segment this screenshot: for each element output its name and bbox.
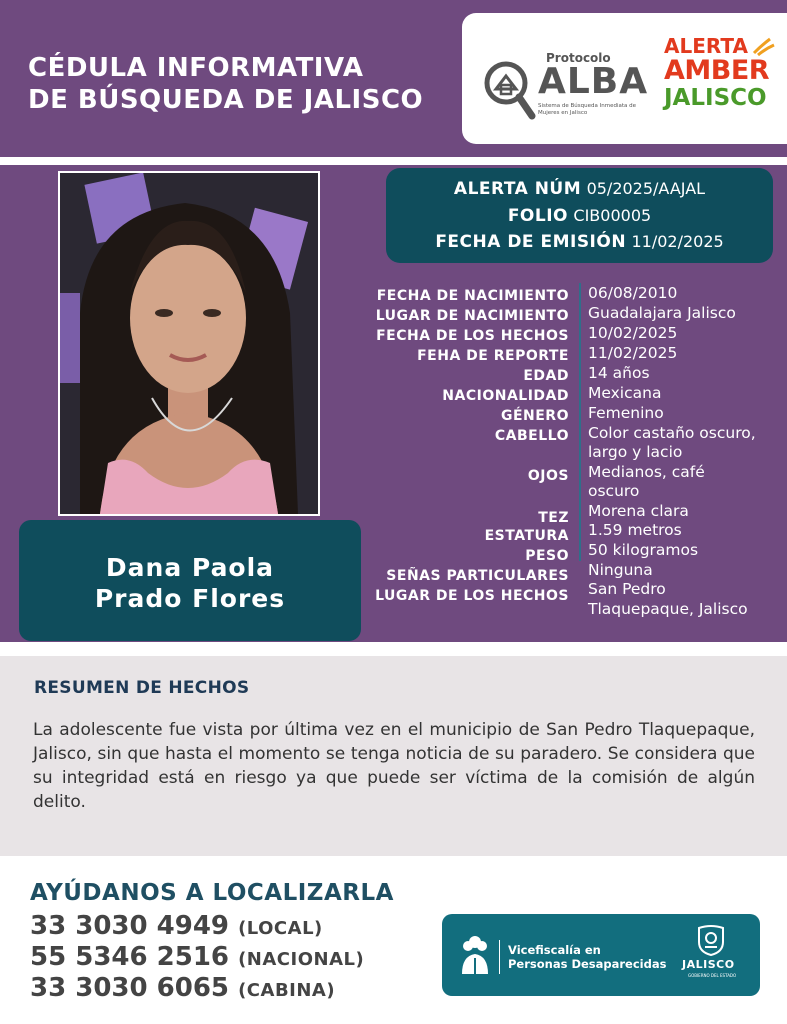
amber-amber: AMBER <box>664 55 770 86</box>
label-hair: CABELLO <box>494 428 569 444</box>
vice-line-2: Personas Desaparecidas <box>508 957 667 971</box>
folio-line <box>386 206 773 226</box>
phone-national-number[interactable]: 55 5346 2516 <box>30 942 230 972</box>
phone-cabina-tag: (CABINA) <box>238 980 336 1001</box>
alba-logo <box>484 51 649 121</box>
header-gap <box>0 157 787 165</box>
alert-number-label: ALERTA NÚM <box>453 179 582 199</box>
vice-text <box>508 943 666 971</box>
phone-local-tag: (LOCAL) <box>238 918 323 939</box>
label-event-place: LUGAR DE LOS HECHOS <box>375 588 569 604</box>
value-marks: Ninguna <box>588 561 653 579</box>
details-divider <box>579 283 581 561</box>
page-title <box>28 52 423 116</box>
alert-panel <box>386 168 773 263</box>
value-report-date: 11/02/2025 <box>588 344 678 362</box>
magnifier-house-icon <box>484 61 536 121</box>
value-birth-place: Guadalajara Jalisco <box>588 304 736 322</box>
alert-number-value: 05/2025/AAJAL <box>586 179 706 198</box>
value-hair-2: largo y lacio <box>588 443 683 461</box>
phone-cabina[interactable] <box>30 973 335 1003</box>
emission-date-label: FECHA DE EMISIÓN <box>435 232 627 252</box>
label-nationality: NACIONALIDAD <box>442 388 569 404</box>
name-line-1: Dana Paola <box>105 553 275 582</box>
emission-date-line <box>386 232 773 252</box>
vicefiscalia-badge <box>442 914 760 996</box>
vice-separator <box>499 940 500 974</box>
folio-value: CIB00005 <box>573 206 652 225</box>
phone-local-number[interactable]: 33 3030 4949 <box>30 911 230 941</box>
phone-national-tag: (NACIONAL) <box>238 949 365 970</box>
summary-section <box>0 656 787 856</box>
label-skin: TEZ <box>538 510 569 526</box>
jalisco-crest-icon <box>696 924 726 956</box>
value-height: 1.59 metros <box>588 521 682 539</box>
label-weight: PESO <box>525 548 569 564</box>
value-event-place-1: San Pedro <box>588 580 666 598</box>
value-age: 14 años <box>588 364 650 382</box>
logo-panel <box>462 13 787 144</box>
alba-protocolo: Protocolo <box>546 51 611 65</box>
label-gender: GÉNERO <box>500 408 569 424</box>
phone-national[interactable] <box>30 942 364 972</box>
alba-subtitle: Sistema de Búsqueda Inmediata de Mujeres en Jalisco <box>538 103 637 116</box>
person-flower-icon <box>458 934 492 976</box>
phone-cabina-number[interactable]: 33 3030 6065 <box>30 973 230 1003</box>
phone-local[interactable] <box>30 911 323 941</box>
name-panel <box>19 520 361 641</box>
value-hair-1: Color castaño oscuro, <box>588 424 756 442</box>
value-skin: Morena clara <box>588 502 689 520</box>
alba-word: ALBA <box>538 61 649 102</box>
amber-jalisco: JALISCO <box>664 85 767 111</box>
label-eyes: OJOS <box>527 468 569 484</box>
missing-person-photo <box>58 171 320 516</box>
name-line-2: Prado Flores <box>94 584 286 613</box>
value-birth-date: 06/08/2010 <box>588 284 678 302</box>
label-birth-date: FECHA DE NACIMIENTO <box>376 288 569 304</box>
emission-date-value: 11/02/2025 <box>631 232 724 251</box>
amber-logo <box>664 35 776 135</box>
label-report-date: FEHA DE REPORTE <box>417 348 569 364</box>
help-title: AYÚDANOS A LOCALIZARLA <box>30 880 394 906</box>
signal-waves-icon <box>752 35 776 57</box>
summary-text: La adolescente fue vista por última vez en el municipio de San Pedro Tlaquepaque, Jalisco, sin que hasta el momento se tenga noticia de su paradero. Se considera que su integridad está en riesgo ya que puede ser víctima de la comisión de algún delito. <box>33 720 755 812</box>
value-nationality: Mexicana <box>588 384 662 402</box>
portrait-illustration <box>60 173 318 514</box>
title-line-1: CÉDULA INFORMATIVA <box>28 53 364 83</box>
label-height: ESTATURA <box>484 528 569 544</box>
folio-label: FOLIO <box>507 206 568 226</box>
title-line-2: DE BÚSQUEDA DE JALISCO <box>28 85 424 115</box>
label-event-date: FECHA DE LOS HECHOS <box>376 328 569 344</box>
alert-number-line <box>386 179 773 199</box>
person-name <box>19 552 361 614</box>
jalisco-label: JALISCO <box>682 958 735 971</box>
value-eyes-2: oscuro <box>588 482 640 500</box>
value-gender: Femenino <box>588 404 664 422</box>
label-birth-place: LUGAR DE NACIMIENTO <box>375 308 569 324</box>
amber-alerta: ALERTA <box>664 34 748 58</box>
jalisco-sublabel: GOBIERNO DEL ESTADO <box>688 973 737 978</box>
label-marks: SEÑAS PARTICULARES <box>386 568 569 584</box>
value-event-place-2: Tlaquepaque, Jalisco <box>588 600 748 618</box>
label-age: EDAD <box>523 368 569 384</box>
value-event-date: 10/02/2025 <box>588 324 678 342</box>
summary-title: RESUMEN DE HECHOS <box>34 678 250 698</box>
vice-line-1: Vicefiscalía en <box>508 943 601 957</box>
value-eyes-1: Medianos, café <box>588 463 705 481</box>
value-weight: 50 kilogramos <box>588 541 699 559</box>
